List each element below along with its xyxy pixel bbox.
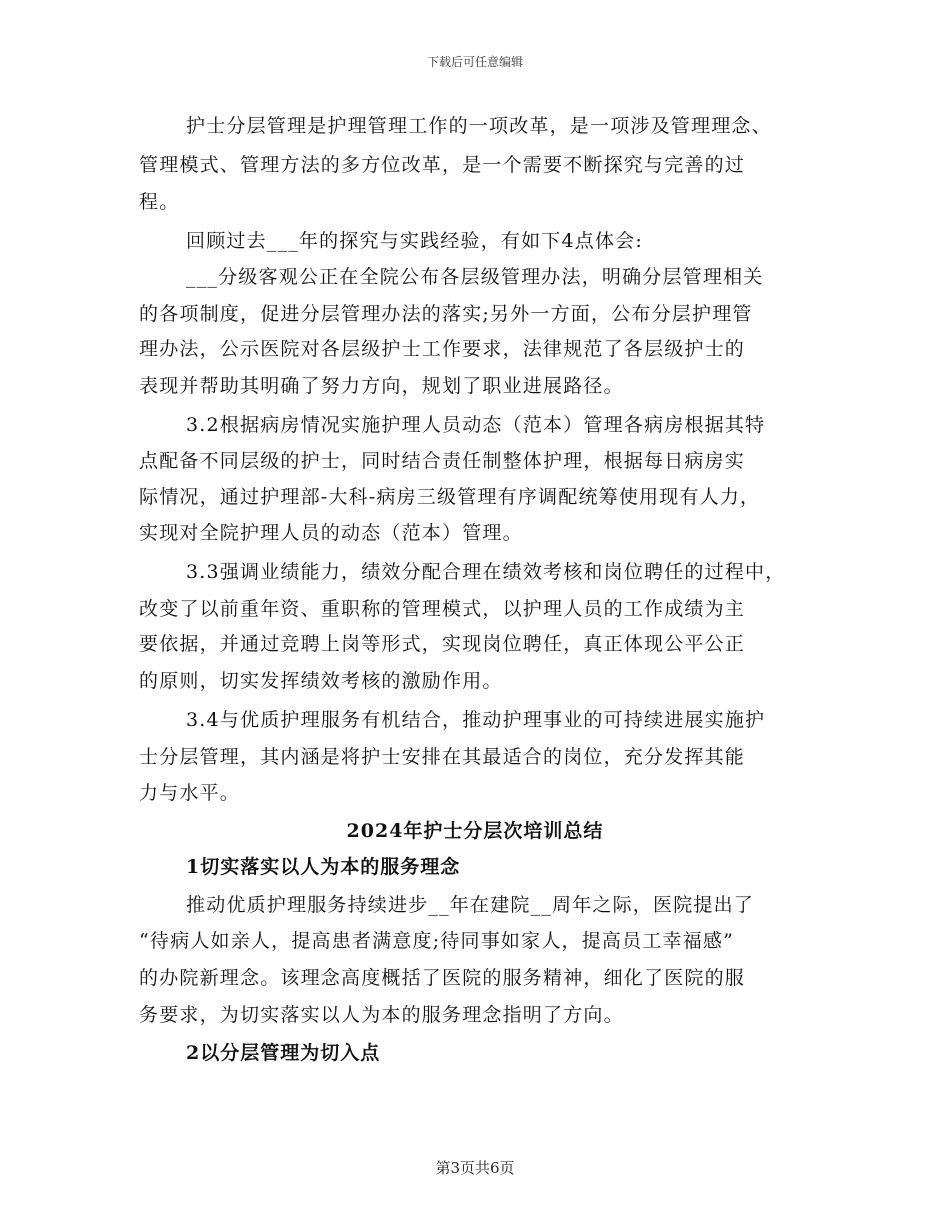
paragraph-line: 护士分层管理是护理管理工作的一项改革，是一项涉及管理理念、 xyxy=(186,115,772,137)
paragraph-line: 实现对全院护理人员的动态（范本）管理。 xyxy=(139,522,523,544)
page-footer: 第3页共6页 xyxy=(435,1159,515,1177)
paragraph-line: 士分层管理，其内涵是将护士安排在其最适合的岗位，充分发挥其能 xyxy=(139,746,746,768)
paragraph-line: 表现并帮助其明确了努力方向，规划了职业进展路径。 xyxy=(139,375,624,397)
paragraph-line: 的办院新理念。该理念高度概括了医院的服务精神，细化了医院的服 xyxy=(139,967,746,989)
paragraph-line: 3.3强调业绩能力，绩效分配合理在绩效考核和岗位聘任的过程中， xyxy=(186,561,786,583)
paragraph-line: 回顾过去___年的探究与实践经验，有如下4点体会: xyxy=(186,230,643,252)
section-heading: 1切实落实以人为本的服务理念 xyxy=(186,856,461,878)
page-header: 下载后可任意编辑 xyxy=(426,55,523,69)
paragraph-line: 的原则，切实发挥绩效考核的激励作用。 xyxy=(139,670,503,692)
paragraph-line: 理办法，公示医院对各层级护士工作要求，法律规范了各层级护士的 xyxy=(139,338,746,360)
paragraph-line: 管理模式、管理方法的多方位改革，是一个需要不断探究与完善的过 xyxy=(139,154,746,176)
paragraph-line: 要依据，并通过竞聘上岗等形式，实现岗位聘任，真正体现公平公正 xyxy=(139,633,746,655)
paragraph-line: 3.2根据病房情况实施护理人员动态（范本）管理各病房根据其特 xyxy=(186,414,766,436)
paragraph-line: ___分级客观公正在全院公布各层级管理办法，明确分层管理相关 xyxy=(186,266,764,288)
paragraph-line: 力与水平。 xyxy=(139,782,241,804)
paragraph-line: 际情况，通过护理部-大科-病房三级管理有序调配统筹使用现有人力， xyxy=(139,486,761,508)
paragraph-line: 3.4与优质护理服务有机结合，推动护理事业的可持续进展实施护 xyxy=(186,709,766,731)
section-heading: 2以分层管理为切入点 xyxy=(186,1042,381,1064)
paragraph-line: “待病人如亲人，提高患者满意度;待同事如家人，提高员工幸福感” xyxy=(139,930,735,952)
paragraph-line: 程。 xyxy=(139,191,180,213)
paragraph-line: 改变了以前重年资、重职称的管理模式，以护理人员的工作成绩为主 xyxy=(139,598,746,620)
paragraph-line: 点配备不同层级的护士，同时结合责任制整体护理，根据每日病房实 xyxy=(139,450,746,472)
paragraph-line: 的各项制度，促进分层管理办法的落实;另外一方面，公布分层护理管 xyxy=(139,303,753,325)
paragraph-line: 推动优质护理服务持续进步__年在建院__周年之际，医院提出了 xyxy=(186,894,755,916)
section-title: 2024年护士分层次培训总结 xyxy=(346,820,604,842)
paragraph-line: 务要求，为切实落实以人为本的服务理念指明了方向。 xyxy=(139,1004,624,1026)
